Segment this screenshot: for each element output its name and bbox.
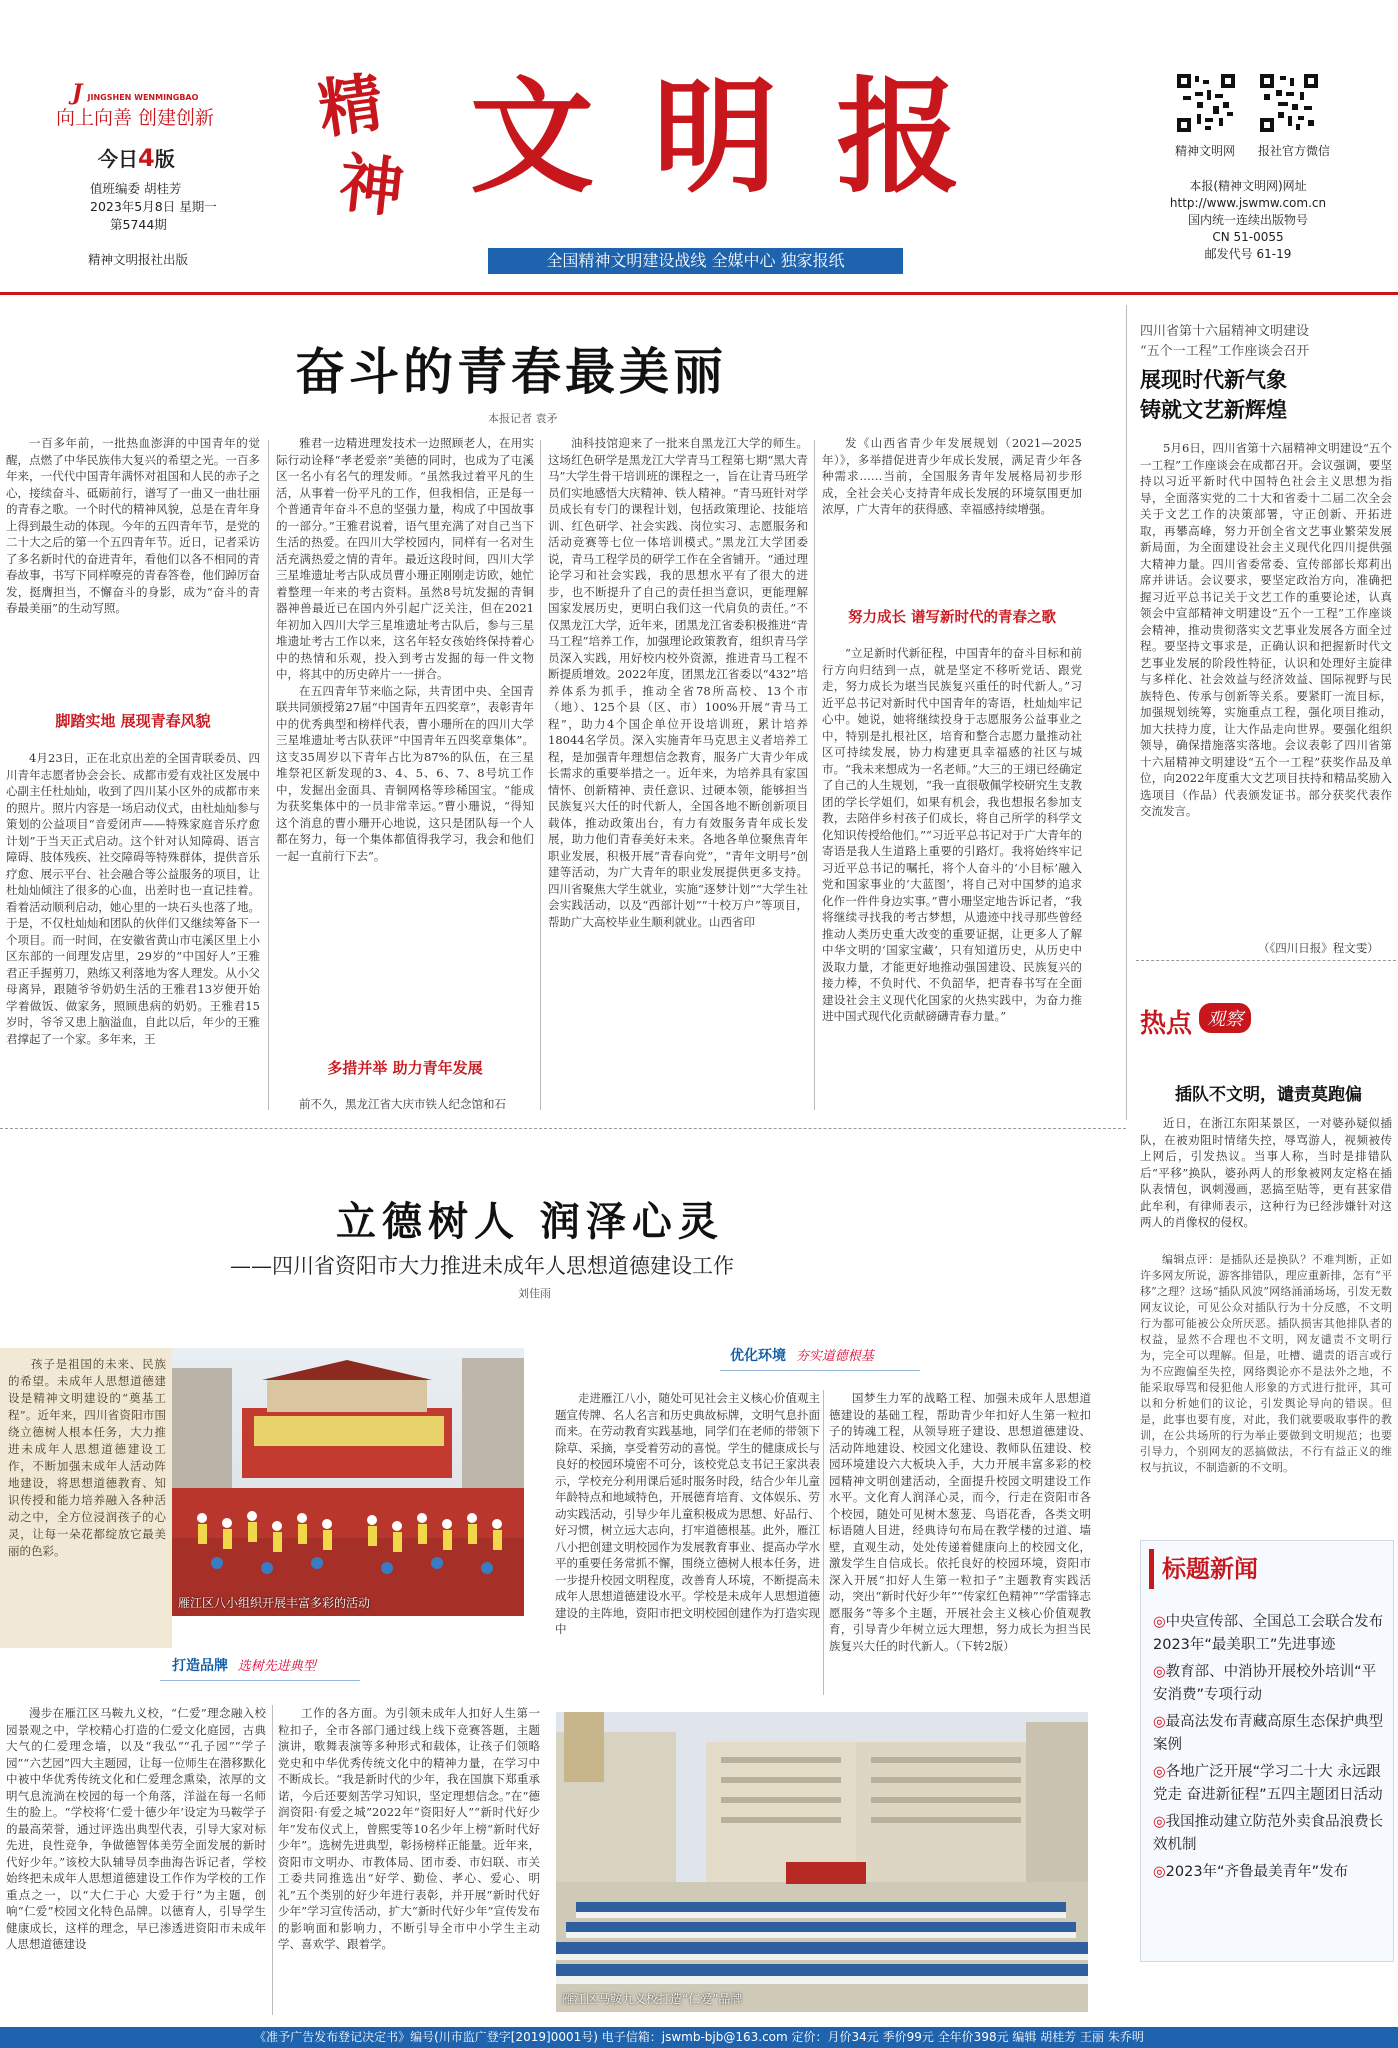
- feature-col-a: 走进雁江八小，随处可见社会主义核心价值观主题宣传牌、名人名言和历史典故标牌，文明气息扑面而来。在劳动教育实践基地，同学们在老师的带领下除草、采摘，享受着劳动的喜悦。学生的健康成长与良好的校园环境密不可分，该校党总支书记王家洪表示，学校充分利用课后延时服务时段，结合少年儿童年龄特点和地域特色，开展德育培育、文体娱乐、劳动实践活动，引导少年儿童积极成为思想、好品行、好习惯，树立远大志向，打牢道德根基。此外，雁江八小把创建文明校园作为发展教育事业、提高办学水平的重要任务常抓不懈，围绕立德树人根本任务，进一步提升校园文明程度，改善育人环境，不断提高未成年人思想道德建设水平。学校是未成年人思想道德建设的主阵地，资阳市把文明校园创建作为打造实现中: [555, 1391, 820, 1636]
- feature-col-b: 国梦生力军的战略工程、加强未成年人思想道德建设的基础工程，帮助青少年扣好人生第一粒扣子的铸魂工程，从领导班子建设、思想道德建设、活动阵地建设、校园文化建设、教师队伍建设、校园环境建设六大板块入手，大力开展丰富多彩的校园精神文明创建活动，全面提升校园文明建设工作水平。文化育人润泽心灵，而今，行走在资阳市各个校园，随处可见树木葱茏、鸟语花香，各类文明标语随人目进，经典诗句布局在教学楼的过道、墙壁，直观生动，处处传递着健康向上的校园文化，激发学生自信成长。依托良好的校园环境，资阳市深入开展“扣好人生第一粒扣子”主题教育实践活动，突出“新时代好少年”“传家红色精神”“学雷锋志愿服务”等多个主题，开展社会主义核心价值观教育，引导青少年树立远大理想，努力成长为担当民族复兴大任的时代新人。（下转2版）: [829, 1391, 1091, 1653]
- brand-mark: J: [72, 80, 83, 106]
- footer-bar: [0, 2027, 1398, 2048]
- publisher: 精神文明报社出版: [88, 252, 189, 267]
- feature-section-1-title: 优化环境 夯实道德根基: [730, 1348, 874, 1364]
- today-pages: 今日4版: [98, 144, 175, 172]
- footer-text: 《准予广告发布登记决定书》编号(川市监广登字[2019]0001号) 电子信箱：jswmb-bjb@163.com 定价：月价34元 季价99元 全年价398元 编辑 胡桂芳 王丽 朱乔明: [254, 2030, 1144, 2044]
- headline-list: [1153, 1611, 1385, 1884]
- qr-code-icon[interactable]: [1260, 74, 1318, 132]
- lead-col-4b: “立足新时代新征程，中国青年的奋斗目标和前行方向归结到一点，就是坚定不移听党话、跟党走，努力成长为堪当民族复兴重任的时代新人。”习近平总书记对新时代中国青年的寄语，杜灿灿牢记心中。她说，她将继续投身于志愿服务公益事业之中，特别是扎根社区，培育和整合志愿力量推动社区可持续发展，协力构建更具幸福感的社区与城市。“我未来想成为一名老师。”大三的王翊已经确定了自己的人生规划，“我一直很敬佩学校研究生支教团的学长学姐们，如果有机会，我也想报名参加支教，去陪伴乡村孩子们成长，将自己所学的科学文化知识传授给他们。”“习近平总书记对于广大青年的寄语是我人生道路上重要的引路灯。我将始终牢记习近平总书记的嘱托，将个人奋斗的‘小目标’融入党和国家事业的‘大蓝图’，将自己对中国梦的追求化作一件件身边实事。”曹小珊坚定地告诉记者，“我将继续寻找我的考古梦想，从遗迹中找寻那些曾经推动人类历史重大改变的重要证据，让更多人了解中华文明的‘国家宝藏’，只有知道历史，从历史中汲取力量，才能更好地推动强国建设、民族复兴的接力棒，不负时代、不负韶华，把青春书写在全面建设社会主义现代化国家的火热实践中，为奋力推进中国式现代化贡献磅礴青春力量。”: [822, 646, 1082, 1023]
- col-divider: [540, 440, 541, 1110]
- lead-col-1b: 4月23日，正在北京出差的全国青联委员、四川青年志愿者协会会长、成都市爱有戏社区发展中心副主任杜灿灿，收到了四川某小区外的成都市来的照片。照片内容是一场启动仪式，由杜灿灿参与策划的公益项目“音爱闭声——特殊家庭音乐疗愈计划”于当天正式启动。这个针对认知障碍、语言障碍、肢体残疾、社交障碍等特殊群体，提供音乐疗愈、展示平台、社会融合等公益服务的项目，让杜灿灿倾注了很多的心血，出差时也一直记挂着。看着活动顺利启动，她心里的一块石头也落了地。于是，不仅杜灿灿和团队的伙伴们又继续筹备下一个项目。而一时间，在安徽省黄山市屯溪区里上小区东部的一间理发店里，29岁的“中国好人”王雅君正手握剪刀，熟练又利落地为客人理发。从小父母离异，跟随爷爷奶奶生活的王雅君13岁便开始学着做饭、做家务，照顾患病的奶奶。王雅君15岁时，爷爷又患上脑溢血，自此以后，年少的王雅君撑起了一个家。多年来，王: [6, 751, 260, 1046]
- title-calligraphy-jingshen: 精 神: [313, 64, 408, 228]
- headline-item[interactable]: ◎2023年“齐鲁最美青年”发布: [1153, 1864, 1349, 1880]
- hot-observe-header: 热点 观察: [1140, 1003, 1251, 1040]
- headline-item[interactable]: ◎中央宣传部、全国总工会联合发布2023年“最美职工”先进事迹: [1153, 1614, 1384, 1653]
- feature-headline: 立德树人 润泽心灵: [336, 1198, 724, 1245]
- photo1-caption: 雁江区八小组织开展丰富多彩的活动: [178, 1596, 371, 1610]
- lead-col-3: 油科技馆迎来了一批来自黑龙江大学的师生。这场红色研学是黑龙江大学青马工程第七期“黑大青马”大学生骨干培训班的课程之一，旨在让青马班学员们实地感悟大庆精神、铁人精神。“青马班针对学员成长有专门的课程计划，包括政策理论、技能培训、红色研学、社会实践、岗位实习、志愿服务和活动竞赛等七位一体培训模式。”黑龙江大学团委说，青马工程学员的研学工作在全省铺开。“通过理论学习和社会实践，我的思想水平有了很大的进步，也不断提升了自己的责任担当意识，更能理解国家发展历史，更明白我们这一代肩负的责任。”不仅黑龙江大学，近年来，团黑龙江省委积极推进“青马工程”培养工作，加强理论政策教育，组织青马学员深入实践，用好校内校外资源，推进青马工程不断提质增效。2022年度，团黑龙江省委以“432”培养体系为抓手，推动全省78所高校、13个市（地）、125个县（区、市）100%开展“青马工程”，助力4个国企单位开设培训班，累计培养18044名学员。深入实施青年马克思主义者培养工程，是加强青年理想信念教育，服务广大青少年成长需求的重要举措之一。近年来，为培养具有家国情怀、创新精神、责任意识、过硬本领，能够担当民族复兴大任的时代新人，全国各地不断创新项目载体，推动政策出台，有力有效服务青年成长发展，助力他们青春美好未来。各地各单位聚焦青年职业发展，积极开展“青春向党”，“青年文明号”创建等活动，为广大青年的职业发展提供更多支持。四川省聚焦大学生就业，实施“逐梦计划”“大学生社会实践活动，以及“西部计划”“十校万户”等项目，帮助广大高校毕业生顺利就业。山西省印: [548, 436, 808, 929]
- divider: [720, 1370, 920, 1371]
- slogan: 向上向善 创建创新: [56, 107, 215, 129]
- hot-body: 近日，在浙江东阳某景区，一对婆孙疑似插队，在被劝阻时情绪失控，辱骂游人，视频被传上网后，引发热议。当事人称，当时是排错队后“平移”换队，婆孙两人的形象被网友定格在插队表情包，讽刺漫画，恶搞至贴等，更有甚家借此牟利，有律师表示，这种行为已经涉嫌针对这两人的肖像权的侵权。: [1140, 1116, 1392, 1229]
- masthead-rule: [0, 292, 1398, 295]
- circle-bullet-icon: ◎: [1153, 1614, 1166, 1630]
- feature-subtitle: ——四川省资阳市大力推进未成年人思想道德建设工作: [230, 1254, 734, 1278]
- lead-byline: 本报记者 袁矛: [488, 412, 558, 425]
- hot-comment: 编辑点评：是插队还是换队？不难判断，正如许多网友所说，游客排错队，理应重新排，怎有“平移”之理？这场“插队风波”网络涌涌场场，引发无数网友议论，可见公众对插队行为十分反感，不文明行为都可能被公众所厌恶。插队损害其他排队者的权益，显然不合理也不文明，网友谴责不文明行为，完全可以理解。但是，吐槽、谴责的语言或行为不应跑偏至失控，网络舆论亦不是法外之地，不能采取辱骂和侵犯他人形象的方式进行批评，其可以和分析她们的议论，引发舆论导向的错误。但是，此事也要有度，对此，我们就要吸取事件的教训，在公共场所的行为举止要做到文明规范；也要引导力，个别网友的恶搞做法，不行有益正义的维权与抗议，不制造新的不文明。: [1140, 1253, 1392, 1474]
- col-divider: [814, 440, 815, 1110]
- headline-news-box: [1140, 1540, 1394, 1962]
- feature-col-c: 漫步在雁江区马鞍九义校，“仁爱”理念融入校园景观之中，学校精心打造的仁爱文化庭园，古典大气的仁爱理念墙，以及“我弘”“孔子园”“学子园”“六艺园”四大主题园，让每一位师生在潜移默化中被中华优秀传统文化和仁爱理念熏染，浓厚的文明气息流淌在校园的每一个角落，洋溢在每一名师生的脸上。“学校将‘仁爱十德少年’设定为马鞍学子的最高荣誉，通过评选出典型代表，引导大家对标先进，良性竞争，争做德智体美劳全面发展的新时代好少年。”该校大队辅导员李曲海告诉记者，学校始终把未成年人思想道德建设工作作为学校的工作重点之一，以“大仁于心 大爱于行”为主题，创响“仁爱”校园文化特色品牌。以德育人，引导学生健康成长，这样的理念，早已渗透进资阳市未成年人思想道德建设: [6, 1706, 266, 1951]
- circle-bullet-icon: ◎: [1153, 1864, 1166, 1880]
- publication-info: 本报(精神文明网)网址 http://www.jswmw.com.cn 国内统一连续出版物号 CN 51-0055 邮发代号 61-19: [1169, 179, 1327, 261]
- divider: [160, 1680, 360, 1681]
- col-divider: [1126, 305, 1127, 1120]
- photo2-caption: 雁江区马鞍九义校打造“仁爱”品牌: [562, 1992, 743, 2006]
- headline-item[interactable]: ◎教育部、中消协开展校外培训“平安消费”专项行动: [1153, 1664, 1377, 1703]
- photo-school-assembly: [556, 1712, 1088, 2012]
- col-divider: [268, 440, 269, 1110]
- col-divider: [272, 1705, 273, 2015]
- circle-bullet-icon: ◎: [1153, 1814, 1166, 1830]
- lead-headline: 奋斗的青春最美丽: [295, 343, 727, 401]
- feature-intro-box: 孩子是祖国的未来、民族的希望。未成年人思想道德建设是精神文明建设的“奠基工程”。近年来，四川省资阳市围绕立德树人根本任务，大力推进未成年人思想道德建设工作，不断加强未成年人活动阵地建设，将思想道德教育、知识传授和能力培养融入各种活动之中，全方位浸润孩子的心灵，让每一朵花都绽放它最美丽的色彩。: [0, 1348, 172, 1648]
- photo-school-performance: [172, 1348, 524, 1616]
- side-source: （《四川日报》程文雯）: [1258, 941, 1379, 955]
- feature-section-2-title: 打造品牌 选树先进典型: [172, 1658, 316, 1674]
- divider: [1136, 960, 1396, 961]
- lead-subhead-2: 多措并举 助力青年发展: [327, 1059, 483, 1077]
- lead-col-4a: 发《山西省青少年发展规划（2021—2025年）》，多举措促进青少年成长发展，满足青少年各种需求……当前，全国服务青年发展格局初步形成，全社会关心支持青年成长发展的环境氛围更加浓厚，广大青年的获得感、幸福感持续增强。: [822, 436, 1082, 516]
- qr-code-icon[interactable]: [1177, 74, 1235, 132]
- lead-subhead-1: 脚踏实地 展现青春风貌: [55, 712, 211, 730]
- headline-item[interactable]: ◎我国推动建立防范外卖食品浪费长效机制: [1153, 1814, 1384, 1853]
- hot-title: 插队不文明，谴责莫跑偏: [1175, 1085, 1362, 1105]
- title-wenmingbao: 文 明 报: [470, 65, 969, 210]
- issue-info: 值班编委 胡桂芳 2023年5月8日 星期一 第5744期: [90, 181, 217, 232]
- col-divider: [823, 1390, 824, 1695]
- lead-col-2a: 雅君一边精进理发技术一边照顾老人，在用实际行动诠释“孝老爱亲”美德的同时，也成为了屯溪区一名小有名气的理发师。“虽然我过着平凡的生活，从事着一份平凡的工作，但我相信，正是每一个普通青年奋斗不息的坚强力量，构成了中国故事的一部分。”王雅君说着，语气里充满了对自己当下生活的热爱。在四川大学校园内，同样有一名对生活充满热爱之情的青年。最近这段时间，四川大学三星堆遗址考古队成员曹小珊正刚刚走访欧，她忙着整理一年来的考古资料。虽然8号坑发掘的青铜器神兽最近已在国内外引起广泛关注，但在2021年初加入四川大学三星堆遗址考古队后，参与三星堆遗址考古工作以来，这名年轻女孩始终保持着心中的热情和乐观，投入到考古发掘的每一件文物中，将其中的历史碎片一一拼合。 在五四青年节来临之际，共青团中央、全国青联共同颁授第27届“中国青年五四奖章”，表彰青年中的优秀典型和榜样代表，曹小珊所在的四川大学三星堆遗址考古队获评“中国青年五四奖章集体”。这支35周岁以下青年占比为87%的队伍，在三星堆祭祀区新发现的3、4、5、6、7、8号坑工作中，发掘出金面具、青铜网格等珍稀国宝。“能成为获奖集体中的一员非常幸运。”曹小珊说，“得知这个消息的曹小珊开心地说，这只是团队每一个人都在努力，每一个集体都值得我学习，我会和他们一起一直前行下去”。: [276, 436, 534, 863]
- circle-bullet-icon: ◎: [1153, 1764, 1166, 1780]
- lead-col-1a: 一百多年前，一批热血澎湃的中国青年的觉醒，点燃了中华民族伟大复兴的希望之光。一百多年来，一代代中国青年满怀对祖国和人民的赤子之心，接续奋斗、砥砺前行，谱写了一曲又一曲壮丽的青春之歌。一个时代的精神风貌，总是在青年身上得到最生动的体现。今年的五四青年节，是党的二十大之后的第一个五四青年节。近日，记者采访了多名新时代的奋进青年，看他们以各不相同的青春故事，书写下同样嘹亮的青春答卷，他们踔厉奋发，挺膺担当，不懈奋斗的身影，成为“奋斗的青春最美丽”的生动写照。: [6, 436, 260, 615]
- headline-item[interactable]: ◎最高法发布青藏高原生态保护典型案例: [1153, 1714, 1384, 1753]
- side-body: 5月6日，四川省第十六届精神文明建设“五个一工程”工作座谈会在成都召开。会议强调，要坚持以习近平新时代中国特色社会主义思想为指导，全面落实党的二十大和省委十二届二次全会关于文艺工作的决策部署，守正创新、开拓进取，再攀高峰，努力开创全省文艺事业繁荣发展新局面，为全面建设社会主义现代化四川提供强大精神力量。四川省委常委、宣传部部长郑莉出席并讲话。会议要求，要坚定政治方向，准确把握习近平总书记关于文艺工作的重要论述，认真领会中宣部精神文明建设“五个一工程”工作座谈会精神，推动贵彻落实文艺事业发展各方面全过程。要坚持文事求是，正确认识和把握新时代文艺事业发展的阶段性特征，认识和处理好主旋律与多样化、社会效益与经济效益、国际视野与民族特色、传承与创新等关系。要紧盯一流目标，加强规划统筹，实施重点工程，强化项目推动，加大扶持力度，让大作品走向世界。要强化组织领导，确保措施落实落地。会议表彰了四川省第十六届精神文明建设“五个一工程”获奖作品及单位，向2022年度重大文艺项目扶持和精品奖励入选项目（作品）代表颁发证书。部分获奖代表作交流发言。: [1140, 441, 1392, 818]
- circle-bullet-icon: ◎: [1153, 1664, 1166, 1680]
- lead-col-2c: 前不久，黑龙江省大庆市铁人纪念馆和石: [299, 1097, 506, 1111]
- side-kicker: 四川省第十六届精神文明建设 “五个一工程”工作座谈会召开: [1140, 324, 1310, 359]
- headline-item[interactable]: ◎各地广泛开展“学习二十大 永远跟党走 奋进新征程”五四主题团日活动: [1153, 1764, 1383, 1803]
- lead-subhead-3: 努力成长 谱写新时代的青春之歌: [847, 610, 1057, 626]
- circle-bullet-icon: ◎: [1153, 1714, 1166, 1730]
- headline-news-title-bar: 标题新闻: [1149, 1549, 1274, 1589]
- small-logo-text: JINGSHEN WENMINGBAO: [87, 93, 199, 102]
- masthead-banner: 全国精神文明建设战线 全媒中心 独家报纸: [488, 248, 903, 274]
- qr1-label: 精神文明网: [1175, 144, 1236, 158]
- side-title: 展现时代新气象 铸就文艺新辉煌: [1140, 368, 1287, 422]
- feature-col-d: 工作的各方面。为引领未成年人扣好人生第一粒扣子，全市各部门通过线上线下竞赛答题，主题演讲，歌舞表演等多种形式和载体，让孩子们领略党史和中华优秀传统文化中的精神力量，在学习中不断成长。“我是新时代的少年，我在国旗下郑重承诺，今后还要刻苦学习知识，坚定理想信念。”在“德润资阳·有爱之城”2022年“资阳好人”“新时代好少年”发布仪式上，曾熙雯等10名少年上榜“新时代好少年”。选树先进典型，彰扬榜样正能量。近年来，资阳市文明办、市教体局、团市委、市妇联、市关工委共同推选出“好学、勤俭、孝心、爱心、明礼”五个类别的好少年进行表彰，并开展“新时代好少年”学习宣传活动，扩大“新时代好少年”宣传发布的影响面和影响力，不断引导全市中小学生主动学、喜欢学、跟着学。: [278, 1706, 540, 1951]
- feature-byline: 刘佳雨: [518, 1287, 551, 1300]
- divider: [0, 1128, 1126, 1129]
- qr2-label: 报社官方微信: [1258, 144, 1331, 158]
